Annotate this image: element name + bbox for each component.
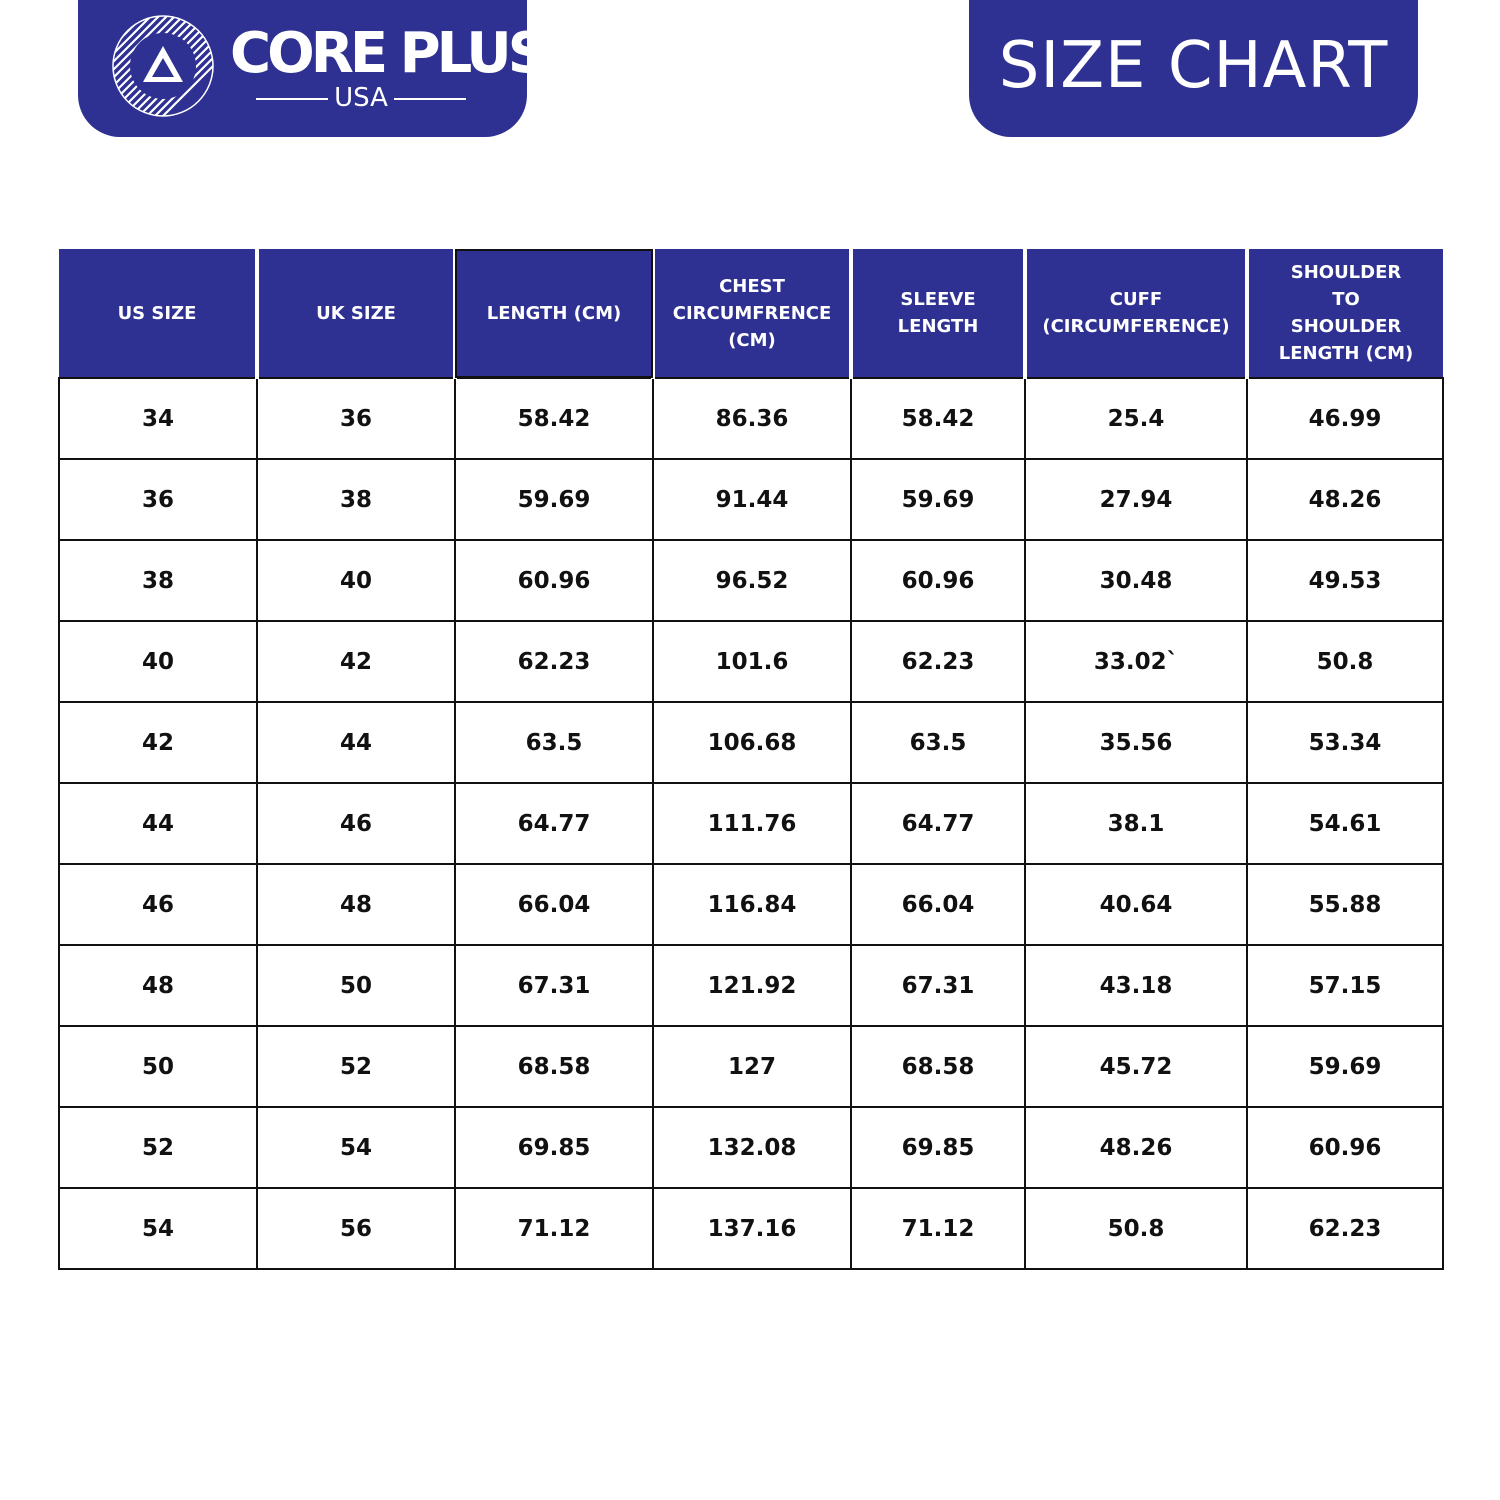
- cell-length: 64.77: [455, 783, 653, 864]
- cell-uk-size: 36: [257, 378, 455, 459]
- table-header-row: [59, 249, 1443, 378]
- cell-cuff: 27.94: [1025, 459, 1247, 540]
- title-panel: [969, 0, 1418, 137]
- cell-us-size: 48: [59, 945, 257, 1026]
- cell-chest: 101.6: [653, 621, 851, 702]
- cell-length: 62.23: [455, 621, 653, 702]
- header-uk-size: [257, 249, 455, 378]
- cell-cuff: 45.72: [1025, 1026, 1247, 1107]
- cell-chest: 91.44: [653, 459, 851, 540]
- cell-length: 67.31: [455, 945, 653, 1026]
- cell-chest: 121.92: [653, 945, 851, 1026]
- cell-us-size: 50: [59, 1026, 257, 1107]
- header-length-label: LENGTH (CM): [486, 302, 622, 324]
- cell-sleeve: 69.85: [851, 1107, 1025, 1188]
- table-row: [59, 378, 1443, 459]
- cell-us-size: 54: [59, 1188, 257, 1269]
- table-row: [59, 459, 1443, 540]
- cell-cuff: 40.64: [1025, 864, 1247, 945]
- cell-uk-size: 48: [257, 864, 455, 945]
- cell-uk-size: 42: [257, 621, 455, 702]
- cell-sleeve: 63.5: [851, 702, 1025, 783]
- cell-sleeve: 68.58: [851, 1026, 1025, 1107]
- page-title: SIZE CHART: [998, 29, 1389, 103]
- cell-sleeve: 62.23: [851, 621, 1025, 702]
- cell-sleeve: 66.04: [851, 864, 1025, 945]
- cell-chest: 96.52: [653, 540, 851, 621]
- brand-logo-icon: [111, 14, 215, 118]
- cell-us-size: 42: [59, 702, 257, 783]
- table-row: [59, 1188, 1443, 1269]
- cell-cuff: 50.8: [1025, 1188, 1247, 1269]
- header-shoulder: [1247, 249, 1443, 378]
- cell-shoulder: 60.96: [1247, 1107, 1443, 1188]
- brand-divider-right: [394, 98, 466, 100]
- cell-length: 68.58: [455, 1026, 653, 1107]
- cell-us-size: 38: [59, 540, 257, 621]
- cell-uk-size: 52: [257, 1026, 455, 1107]
- cell-cuff: 33.02`: [1025, 621, 1247, 702]
- header-us-size: [59, 249, 257, 378]
- brand-name: CORE PLUS: [230, 21, 545, 86]
- table-row: [59, 540, 1443, 621]
- cell-uk-size: 38: [257, 459, 455, 540]
- cell-length: 71.12: [455, 1188, 653, 1269]
- cell-uk-size: 44: [257, 702, 455, 783]
- cell-sleeve: 58.42: [851, 378, 1025, 459]
- header-length: [455, 249, 653, 378]
- brand-subtitle: USA: [334, 83, 388, 113]
- cell-us-size: 40: [59, 621, 257, 702]
- header-us-size-label: US SIZE: [117, 302, 197, 324]
- cell-shoulder: 49.53: [1247, 540, 1443, 621]
- cell-uk-size: 40: [257, 540, 455, 621]
- cell-us-size: 36: [59, 459, 257, 540]
- header-uk-size-label: UK SIZE: [316, 302, 396, 324]
- cell-sleeve: 60.96: [851, 540, 1025, 621]
- cell-cuff: 30.48: [1025, 540, 1247, 621]
- cell-length: 58.42: [455, 378, 653, 459]
- cell-shoulder: 50.8: [1247, 621, 1443, 702]
- header-shoulder-label: SHOULDER TO SHOULDER LENGTH (CM): [1278, 262, 1414, 364]
- cell-chest: 127: [653, 1026, 851, 1107]
- size-chart-table: [58, 249, 1444, 1270]
- cell-uk-size: 56: [257, 1188, 455, 1269]
- cell-chest: 86.36: [653, 378, 851, 459]
- cell-uk-size: 54: [257, 1107, 455, 1188]
- table-row: [59, 621, 1443, 702]
- cell-us-size: 52: [59, 1107, 257, 1188]
- table-row: [59, 945, 1443, 1026]
- header-sleeve-label: SLEEVE LENGTH: [897, 289, 979, 337]
- brand-logo-panel: [78, 0, 545, 137]
- header-cuff-label: CUFF (CIRCUMFERENCE): [1042, 289, 1230, 337]
- header-sleeve: [851, 249, 1025, 378]
- cell-cuff: 38.1: [1025, 783, 1247, 864]
- cell-chest: 116.84: [653, 864, 851, 945]
- cell-cuff: 25.4: [1025, 378, 1247, 459]
- cell-sleeve: 59.69: [851, 459, 1025, 540]
- table-row: [59, 1026, 1443, 1107]
- table-row: [59, 702, 1443, 783]
- cell-cuff: 43.18: [1025, 945, 1247, 1026]
- cell-sleeve: 71.12: [851, 1188, 1025, 1269]
- header-cuff: [1025, 249, 1247, 378]
- cell-cuff: 48.26: [1025, 1107, 1247, 1188]
- cell-us-size: 44: [59, 783, 257, 864]
- cell-length: 63.5: [455, 702, 653, 783]
- cell-chest: 132.08: [653, 1107, 851, 1188]
- cell-shoulder: 53.34: [1247, 702, 1443, 783]
- cell-length: 66.04: [455, 864, 653, 945]
- cell-sleeve: 64.77: [851, 783, 1025, 864]
- cell-shoulder: 57.15: [1247, 945, 1443, 1026]
- cell-shoulder: 54.61: [1247, 783, 1443, 864]
- cell-shoulder: 48.26: [1247, 459, 1443, 540]
- cell-cuff: 35.56: [1025, 702, 1247, 783]
- cell-sleeve: 67.31: [851, 945, 1025, 1026]
- cell-shoulder: 59.69: [1247, 1026, 1443, 1107]
- cell-shoulder: 55.88: [1247, 864, 1443, 945]
- cell-us-size: 46: [59, 864, 257, 945]
- cell-length: 69.85: [455, 1107, 653, 1188]
- cell-length: 59.69: [455, 459, 653, 540]
- cell-uk-size: 50: [257, 945, 455, 1026]
- cell-shoulder: 62.23: [1247, 1188, 1443, 1269]
- cell-chest: 137.16: [653, 1188, 851, 1269]
- cell-chest: 106.68: [653, 702, 851, 783]
- header-chest: [653, 249, 851, 378]
- table-row: [59, 864, 1443, 945]
- cell-chest: 111.76: [653, 783, 851, 864]
- cell-shoulder: 46.99: [1247, 378, 1443, 459]
- table-row: [59, 783, 1443, 864]
- cell-length: 60.96: [455, 540, 653, 621]
- cell-us-size: 34: [59, 378, 257, 459]
- brand-sub-row: [256, 83, 466, 113]
- cell-uk-size: 46: [257, 783, 455, 864]
- header-chest-label: CHEST CIRCUMFRENCE (CM): [672, 275, 832, 351]
- table-row: [59, 1107, 1443, 1188]
